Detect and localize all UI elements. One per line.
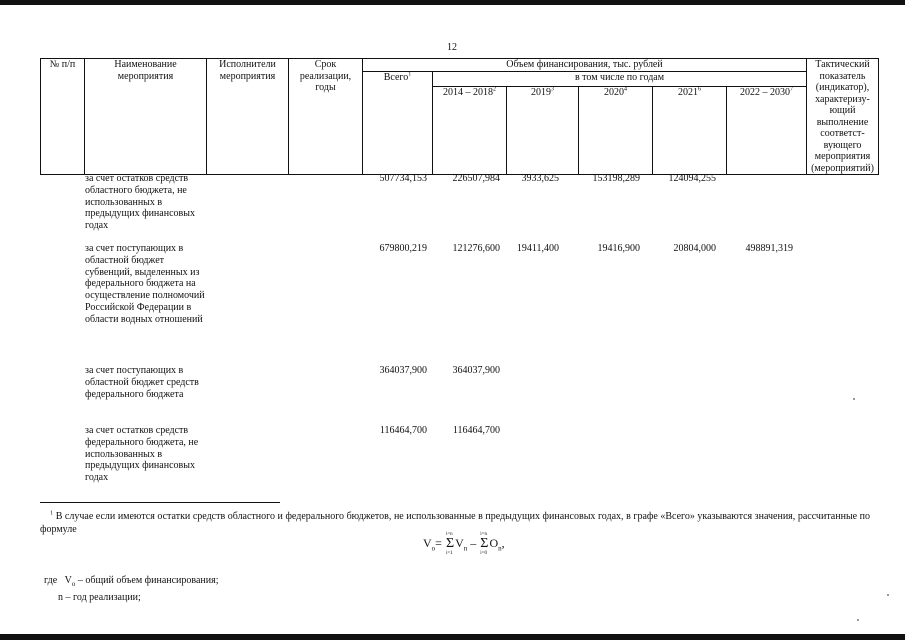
footnote-separator xyxy=(40,502,280,503)
header-col-total: Всего$^1$ xyxy=(363,71,433,175)
header-col-funding: Объем финансирования, тыс. рублей xyxy=(363,59,807,72)
row-description: за счет остатков средств федерального бюджета, не использованных в предыдущих финансовых годах xyxy=(85,425,199,484)
formula: $V_o= \Sigma$ i=n i=1 $V_n$ – Σ i=n i=0 $O_n$, xyxy=(423,532,505,556)
header-year-2020: 2020$^4$ xyxy=(579,87,653,175)
cell-2020: 153198,289 xyxy=(592,173,640,184)
header-year-2021: 2021$^6$ xyxy=(653,87,727,175)
cell-total: 364037,900 xyxy=(379,365,427,376)
header-year-2014-2018: 2014 – 2018$^2$ xyxy=(433,87,507,175)
cell-2020: 19416,900 xyxy=(597,243,640,254)
row-description: за счет остатков средств областного бюджета, не использованных в предыдущих финансовых годах xyxy=(85,173,195,232)
scan-speck xyxy=(857,619,859,621)
cell-2019: 19411,400 xyxy=(516,243,559,254)
header-col-indicator: Тактический показатель (индикатор), характеризующий выполнение соответствующего мероприятия (мероприятий) xyxy=(807,59,879,175)
cell-2022-2030: 498891,319 xyxy=(745,243,793,254)
header-col-number: № п/п xyxy=(41,59,85,175)
cell-2014-2018: 226507,984 xyxy=(452,173,500,184)
sum-symbol-icon: Σ i=n i=0 xyxy=(480,532,489,556)
cell-2014-2018: 116464,700 xyxy=(452,425,500,436)
cell-total: 507734,153 xyxy=(379,173,427,184)
header-col-name: Наименование мероприятия xyxy=(85,59,207,175)
scan-speck xyxy=(853,398,855,400)
header-col-executors: Исполнители мероприятия xyxy=(207,59,289,175)
top-border xyxy=(0,0,905,5)
cell-2014-2018: 121276,600 xyxy=(452,243,500,254)
cell-total: 679800,219 xyxy=(379,243,427,254)
cell-2021: 20804,000 xyxy=(673,243,716,254)
row-description: за счет поступающих в областной бюджет субвенций, выделенных из федерального бюджета на осуществление полномочий Российской Федерации в области водных отношений xyxy=(85,243,205,325)
funding-table-header xyxy=(40,58,879,175)
scan-speck xyxy=(887,594,889,596)
header-col-term: Срок реализации, годы xyxy=(289,59,363,175)
sum-symbol-icon: Σ i=n i=1 xyxy=(445,532,455,556)
cell-2014-2018: 364037,900 xyxy=(452,365,500,376)
legend-line-1: где $V_о$ – общий объем финансирования; xyxy=(44,575,219,588)
legend-line-2: n – год реализации; xyxy=(58,592,141,603)
cell-total: 116464,700 xyxy=(379,425,427,436)
page-number: 12 xyxy=(447,42,457,53)
cell-2019: 3933,625 xyxy=(521,173,559,184)
formula-legend xyxy=(44,574,219,604)
header-year-2022-2030: 2022 – 2030$^7$ xyxy=(727,87,807,175)
header-col-including: в том числе по годам xyxy=(433,71,807,87)
bottom-border xyxy=(0,634,905,640)
cell-2021: 124094,255 xyxy=(668,173,716,184)
footnote: $^1$ В случае если имеются остатки средств областного и федерального бюджетов, не использованные в предыдущих финансовых годах, в графе «Всего» указываются значения, рассчитанные по формуле xyxy=(40,510,870,535)
row-description: за счет поступающих в областной бюджет средств федерального бюджета xyxy=(85,365,199,400)
header-year-2019: 2019$^3$ xyxy=(507,87,579,175)
